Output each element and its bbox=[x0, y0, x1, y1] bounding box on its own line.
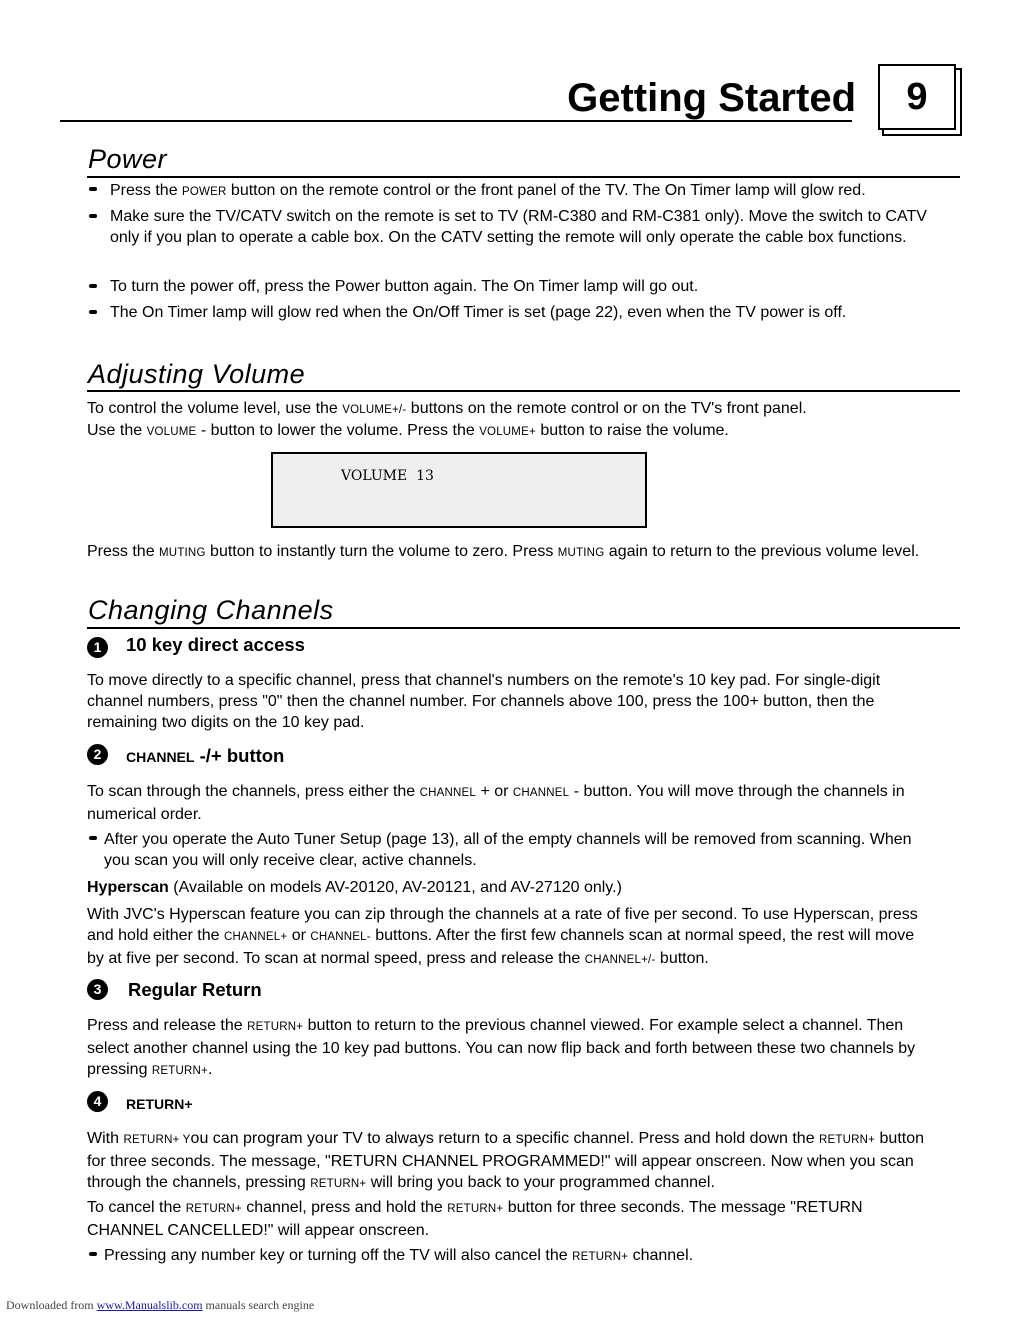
page-title: Getting Started bbox=[567, 76, 856, 120]
item2-bullet: After you operate the Auto Tuner Setup (page 13), all of the empty channels will be removed from scanning. When you scan you will only receive clear, active channels. bbox=[104, 831, 912, 869]
download-footer: Downloaded from www.Manualslib.com manuals search engine bbox=[6, 1298, 315, 1312]
bullet-icon bbox=[89, 310, 97, 314]
section-title-channels: Changing Channels bbox=[88, 595, 334, 625]
volume-paragraph-2: Use the VOLUME - button to lower the volume. Press the VOLUME+ button to raise the volume. bbox=[87, 422, 729, 439]
section-title-volume: Adjusting Volume bbox=[88, 359, 306, 389]
item3-paragraph: Press and release the RETURN+ button to return to the previous channel viewed. For example select a channel. Then select another channel using the 10 key pad buttons. You can now flip back and forth between these two channels by pressing RETURN+. bbox=[87, 1017, 916, 1078]
bullet-icon bbox=[89, 187, 97, 191]
header-rule bbox=[60, 120, 852, 122]
bullet-icon bbox=[89, 214, 97, 218]
item-heading-channel-button: CHANNEL -/+ button bbox=[126, 745, 285, 766]
item-heading-return-plus: RETURN+ bbox=[126, 1096, 193, 1112]
item-heading-10-key: 10 key direct access bbox=[126, 634, 305, 655]
power-bullet-4: The On Timer lamp will glow red when the On/Off Timer is set (page 22), even when the TV power is off. bbox=[110, 304, 847, 321]
power-bullet-2: Make sure the TV/CATV switch on the remote is set to TV (RM-C380 and RM-C381 only). Move the switch to CATV only if you plan to operate a cable box. On the CATV setting the remote will only operate the cable box functions. bbox=[110, 208, 927, 246]
item2-paragraph-2: With JVC's Hyperscan feature you can zip through the channels at a rate of five per second. To use Hyperscan, press and hold either the CHANNEL+ or CHANNEL- buttons. After the first few channels scan at normal speed, the rest will move by at five per second. To scan at normal speed, press and release the CHANNEL+/- button. bbox=[87, 906, 918, 967]
item2-paragraph-1: To scan through the channels, press either the CHANNEL + or CHANNEL - button. You will move through the channels in numerical order. bbox=[87, 783, 905, 823]
bullet-icon bbox=[89, 836, 97, 840]
step-number-2-icon: 2 bbox=[87, 744, 108, 765]
hyperscan-note: Hyperscan (Available on models AV-20120, AV-20121, and AV-27120 only.) bbox=[87, 879, 622, 896]
section-title-power: Power bbox=[88, 144, 168, 174]
item4-paragraph-1: With RETURN+ You can program your TV to always return to a specific channel. Press and hold down the RETURN+ button for three seconds. The message, "RETURN CHANNEL PROGRAMMED!" will appear onscreen. Now when you scan through the channels, pressing RETURN+ will bring you back to your programmed channel. bbox=[87, 1130, 925, 1191]
power-bullet-3: To turn the power off, press the Power button again. The On Timer lamp will go out. bbox=[110, 278, 699, 295]
section-rule-channels bbox=[87, 627, 960, 629]
bullet-icon bbox=[89, 284, 97, 288]
item1-paragraph: To move directly to a specific channel, press that channel's numbers on the remote's 10 key pad. For single-digit channel numbers, press "0" then the channel number. For channels above 100, press the 100+ button, then the remaining two digits on the 10 key pad. bbox=[87, 672, 881, 731]
section-rule-volume bbox=[87, 390, 960, 392]
section-rule-power bbox=[87, 176, 960, 178]
volume-osd-display bbox=[271, 452, 647, 528]
step-number-3-icon: 3 bbox=[87, 979, 108, 1000]
manualslib-link[interactable]: www.Manualslib.com bbox=[96, 1298, 203, 1312]
page-number: 9 bbox=[906, 76, 928, 118]
step-number-1-icon: 1 bbox=[87, 637, 108, 658]
bullet-icon bbox=[89, 1252, 97, 1256]
item4-paragraph-2: To cancel the RETURN+ channel, press and hold the RETURN+ button for three seconds. The message "RETURN CHANNEL CANCELLED!" will appear onscreen. bbox=[87, 1199, 863, 1239]
volume-osd-text: VOLUME 13 bbox=[341, 468, 434, 484]
page-number-box bbox=[878, 64, 956, 130]
item-heading-regular-return: Regular Return bbox=[128, 979, 262, 1000]
volume-paragraph-1: To control the volume level, use the VOLUME+/- buttons on the remote control or on the TV's front panel. bbox=[87, 400, 807, 417]
item4-bullet: Pressing any number key or turning off the TV will also cancel the RETURN+ channel. bbox=[104, 1247, 694, 1264]
power-bullet-1: Press the POWER button on the remote control or the front panel of the TV. The On Timer lamp will glow red. bbox=[110, 182, 866, 199]
volume-paragraph-3: Press the MUTING button to instantly turn the volume to zero. Press MUTING again to return to the previous volume level. bbox=[87, 543, 920, 560]
step-number-4-icon: 4 bbox=[87, 1091, 108, 1112]
